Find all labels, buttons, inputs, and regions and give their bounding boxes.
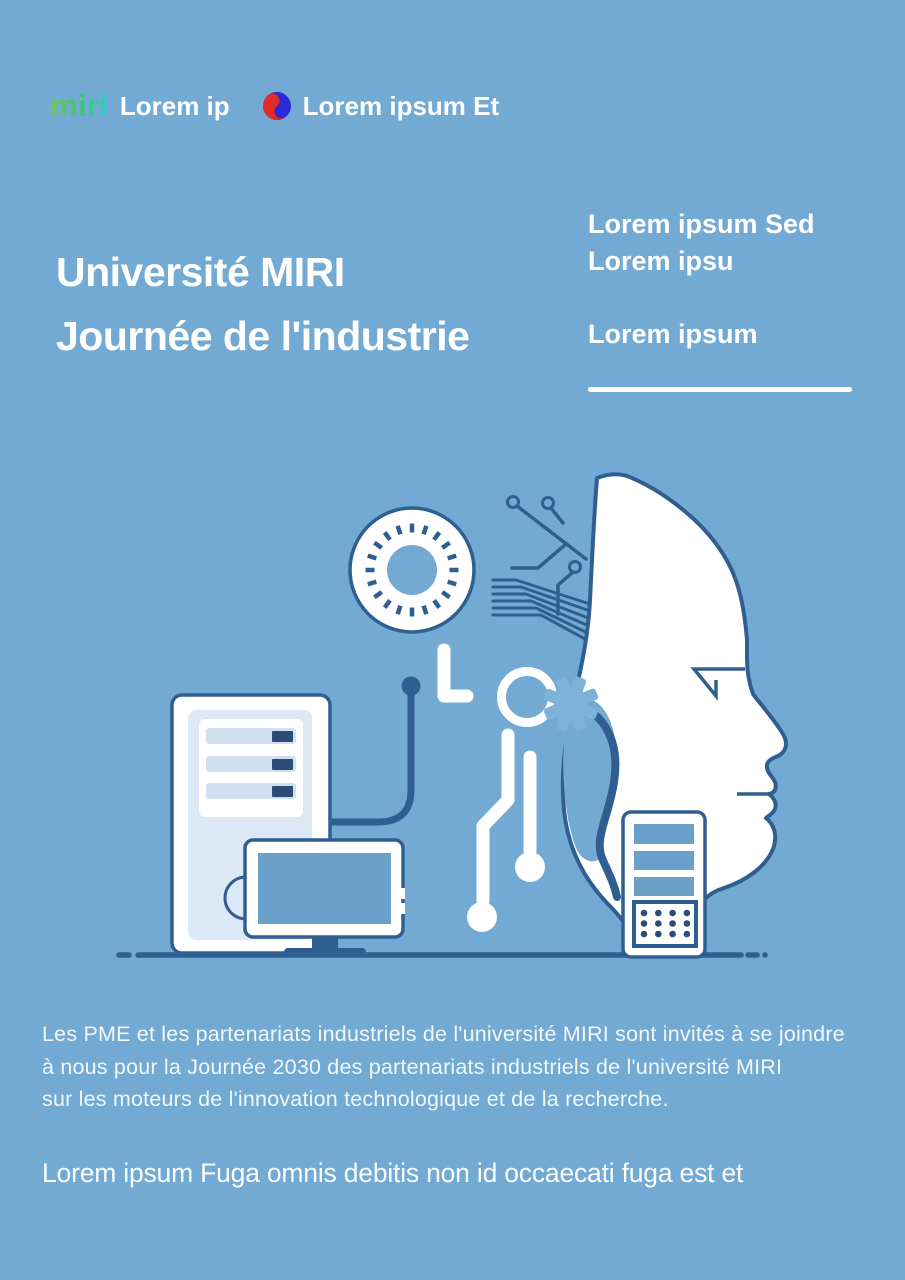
gauge-dial <box>350 508 474 632</box>
taegeuk-icon <box>262 91 292 121</box>
head-profile <box>535 474 786 956</box>
white-circuit-traces <box>444 650 553 932</box>
intro-paragraph-line1: Les PME et les partenariats industriels de l'université MIRI sont invités à se joindre <box>42 1022 845 1046</box>
brand-miri-label: Lorem ip <box>119 90 230 121</box>
closing-line: Lorem ipsum Fuga omnis debitis non id occaecati fuga est et <box>42 1158 744 1188</box>
aside-line3: Lorem ipsum <box>588 319 758 349</box>
aside-line1: Lorem ipsum Sed <box>588 209 815 239</box>
brand-partner-label: Lorem ipsum Et <box>302 90 500 121</box>
intro-paragraph-line2: à nous pour la Journée 2030 des partenariats industriels de l'université MIRI <box>42 1054 783 1079</box>
intro-paragraph-line3: sur les moteurs de l'innovation technologique et de la recherche. <box>42 1087 669 1111</box>
ground-line <box>119 952 768 958</box>
tower-cable <box>332 677 421 823</box>
navy-circuit-traces <box>493 497 596 646</box>
ear-area <box>563 698 616 861</box>
ear-cable <box>573 704 617 897</box>
monitor <box>245 840 405 956</box>
aside-rule <box>588 387 852 392</box>
eye-icon <box>694 669 745 696</box>
page-title-line1: Université MIRI <box>56 249 345 295</box>
calculator <box>623 812 705 957</box>
aside-line2: Lorem ipsu <box>588 246 734 276</box>
brand-partner <box>262 91 499 121</box>
miri-logo: miri <box>50 88 109 123</box>
page-title <box>56 240 469 368</box>
logo-row <box>50 90 499 121</box>
cd-drive <box>225 877 267 919</box>
aside-block <box>588 206 855 392</box>
page-title-line2: Journée de l'industrie <box>56 313 470 359</box>
ear-cog-icon <box>535 668 608 741</box>
brand-miri <box>50 90 230 121</box>
intro-paragraph <box>42 1018 845 1116</box>
computer-tower <box>172 695 330 953</box>
